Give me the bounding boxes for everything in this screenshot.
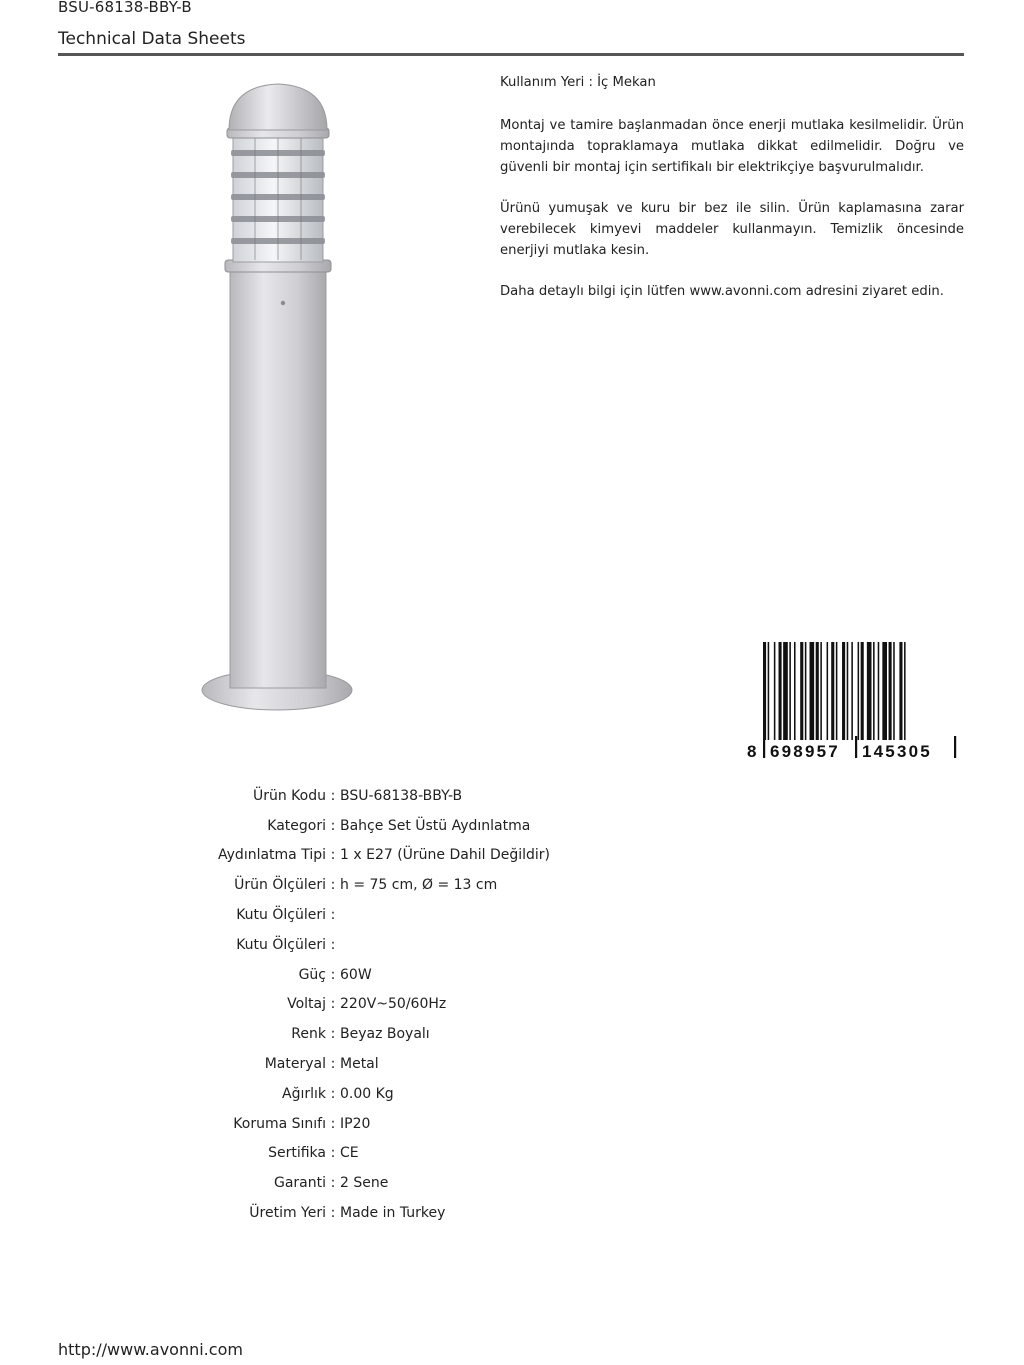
spec-separator: : <box>330 1145 336 1162</box>
barcode-bar <box>783 642 788 740</box>
spec-row <box>150 960 550 990</box>
spec-separator: : <box>330 1115 336 1132</box>
spec-value: 220V~50/60Hz <box>340 996 447 1013</box>
spec-separator: : <box>330 1205 336 1222</box>
barcode-bar <box>847 642 849 740</box>
spec-row <box>150 900 550 930</box>
spec-label: Kategori <box>267 817 326 834</box>
spec-row <box>150 1139 550 1169</box>
barcode-bar <box>768 642 770 740</box>
bollard-lamp-icon <box>195 78 360 723</box>
spec-row <box>150 1049 550 1079</box>
barcode-digits-left: 698957 <box>770 742 840 761</box>
spec-separator: : <box>330 996 336 1013</box>
spec-separator: : <box>330 1026 336 1043</box>
barcode-first-digit: 8 <box>747 742 757 761</box>
spec-label: Güç <box>298 966 326 983</box>
barcode-bar <box>899 642 902 740</box>
website-paragraph: Daha detaylı bilgi için lütfen www.avonni.com adresini ziyaret edin. <box>500 284 944 299</box>
barcode-bar <box>779 642 782 740</box>
barcode-bar <box>794 642 796 740</box>
barcode-bar <box>878 642 880 740</box>
header-divider <box>58 53 964 56</box>
spec-label: Voltaj <box>287 996 326 1013</box>
spec-value: 1 x E27 (Ürüne Dahil Değildir) <box>340 847 550 864</box>
spec-value: 0.00 Kg <box>340 1085 394 1102</box>
barcode-bar <box>904 642 906 740</box>
barcode-bar <box>816 642 819 740</box>
safety-paragraph: Montaj ve tamire başlanmadan önce enerji mutlaka kesilmelidir. Ürün montajında topraklamaya mutlaka dikkat edilmelidir. Doğru ve güvenli bir montaj için sertifikalı bir elektrikçiye başvurulmalıdır. <box>500 118 964 175</box>
spec-row <box>150 811 550 841</box>
spec-value: 2 Sene <box>340 1175 389 1192</box>
spec-separator: : <box>330 1056 336 1073</box>
spec-label: Ürün Ölçüleri <box>234 877 326 894</box>
spec-row <box>150 930 550 960</box>
barcode-bar <box>882 642 887 740</box>
spec-label: Kutu Ölçüleri <box>236 936 326 953</box>
barcode-bar <box>889 642 892 740</box>
spec-row <box>150 1079 550 1109</box>
spec-row <box>150 1109 550 1139</box>
spec-separator: : <box>330 787 336 804</box>
spec-row <box>150 1198 550 1228</box>
spec-row <box>150 841 550 871</box>
spec-label: Materyal <box>264 1056 326 1073</box>
barcode-bar <box>842 642 845 740</box>
spec-value: 60W <box>340 966 372 983</box>
spec-value: Made in Turkey <box>340 1205 446 1222</box>
spec-row <box>150 1019 550 1049</box>
footer-url[interactable]: http://www.avonni.com <box>58 1340 243 1359</box>
spec-value: BSU-68138-BBY-B <box>340 787 463 804</box>
spec-label: Sertifika <box>268 1145 326 1162</box>
spec-value: h = 75 cm, Ø = 13 cm <box>340 877 498 894</box>
spec-row <box>150 1168 550 1198</box>
spec-row <box>150 781 550 811</box>
spec-separator: : <box>330 877 336 894</box>
spec-label: Garanti <box>273 1175 326 1192</box>
spec-value: Bahçe Set Üstü Aydınlatma <box>340 817 531 834</box>
product-code-header: BSU-68138-BBY-B <box>58 0 192 16</box>
barcode-bar <box>820 642 822 740</box>
barcode-bar <box>851 642 853 740</box>
spec-separator: : <box>330 817 336 834</box>
spec-label: Koruma Sınıfı <box>233 1115 326 1132</box>
barcode-bar <box>858 642 860 740</box>
spec-separator: : <box>330 907 336 924</box>
spec-separator: : <box>330 936 336 953</box>
barcode-bar <box>800 642 803 740</box>
spec-value: CE <box>340 1145 359 1162</box>
barcode-bar <box>810 642 815 740</box>
spec-label: Kutu Ölçüleri <box>236 907 326 924</box>
barcode-bar <box>873 642 875 740</box>
barcode <box>744 640 964 762</box>
spec-label: Ürün Kodu <box>252 787 326 804</box>
spec-label: Aydınlatma Tipi <box>218 847 326 864</box>
barcode-bar <box>827 642 829 740</box>
usage-info <box>500 72 964 322</box>
barcode-bar <box>789 642 791 740</box>
spec-separator: : <box>330 1085 336 1102</box>
spec-table <box>150 781 550 1228</box>
spec-value: IP20 <box>340 1115 371 1132</box>
spec-value: Metal <box>340 1056 379 1073</box>
page-title: Technical Data Sheets <box>58 29 246 49</box>
spec-separator: : <box>330 966 336 983</box>
barcode-bar <box>893 642 895 740</box>
barcode-bar <box>831 642 834 740</box>
barcode-bar <box>805 642 807 740</box>
barcode-bars <box>763 642 906 740</box>
barcode-bar <box>836 642 838 740</box>
spec-value: Beyaz Boyalı <box>340 1026 430 1043</box>
barcode-bar <box>867 642 872 740</box>
barcode-digits-right: 145305 <box>862 742 932 761</box>
spec-separator: : <box>330 847 336 864</box>
spec-label: Renk <box>291 1026 326 1043</box>
spec-label: Ağırlık <box>282 1085 326 1102</box>
barcode-bar <box>861 642 864 740</box>
spec-row <box>150 870 550 900</box>
barcode-bar <box>763 642 766 740</box>
spec-separator: : <box>330 1175 336 1192</box>
barcode-bar <box>774 642 776 740</box>
cleaning-paragraph: Ürünü yumuşak ve kuru bir bez ile silin. Ürün kaplamasına zarar verebilecek kimyevi maddeler kullanmayın. Temizlik öncesinde enerjiyi mutlaka kesin. <box>500 201 964 258</box>
usage-location: Kullanım Yeri : İç Mekan <box>500 75 656 90</box>
spec-label: Üretim Yeri <box>249 1205 326 1222</box>
spec-row <box>150 990 550 1020</box>
